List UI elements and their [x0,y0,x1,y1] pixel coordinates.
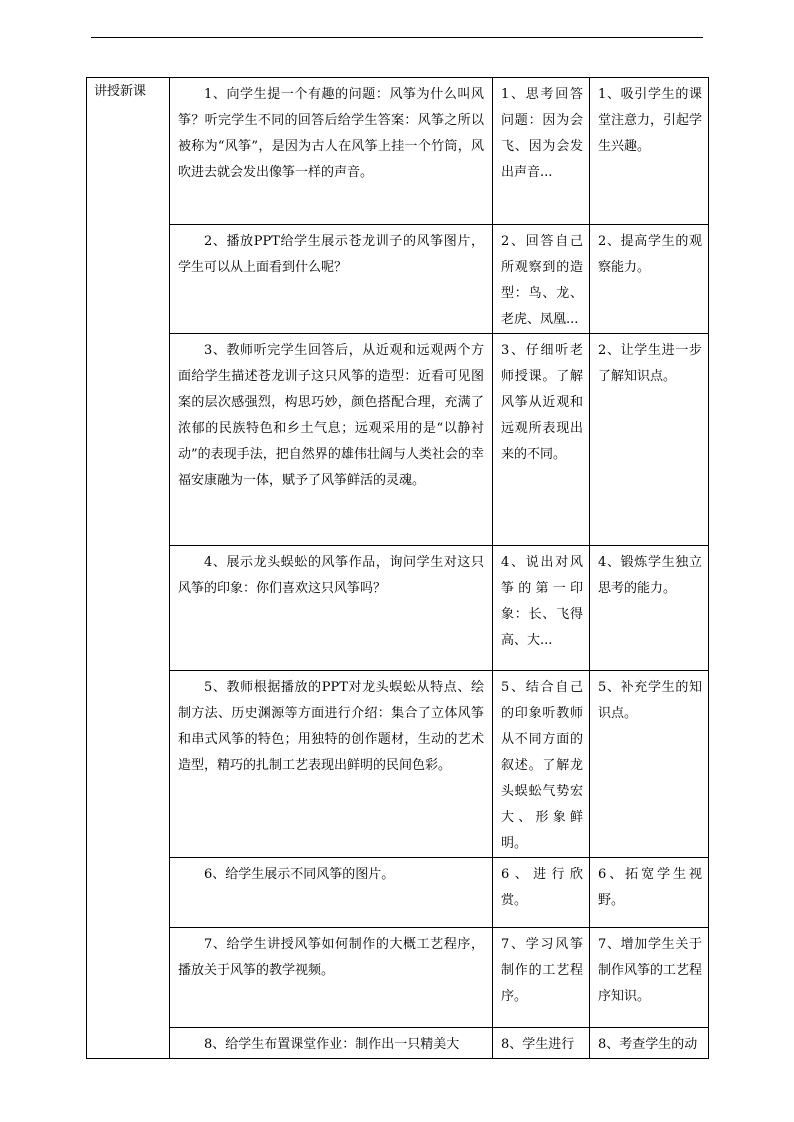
teacher-activity-cell [170,858,493,928]
teacher-activity: 1、向学生提一个有趣的问题：风筝为什么叫风筝？听完学生不同的回答后给学生答案：风筝之所以被称为“风筝”，是因为古人在风筝上挂一个竹筒，风吹进去就会发出像筝一样的声音。 [178,87,484,180]
teacher-activity: 3、教师听完学生回答后，从近观和远观两个方面给学生描述苍龙训子这只风筝的造型：近看可见图案的层次感强烈，构思巧妙，颜色搭配合理，充满了浓郁的民族特色和乡土气息；远观采用的是“以静衬动”的表现手法，把自然界的雄伟壮阔与人类社会的幸福安康融为一体，赋予了风筝鲜活的灵魂。 [178,343,484,488]
teacher-activity: 6、给学生展示不同风筝的图片。 [204,867,395,882]
table-row [87,858,709,928]
student-activity-cell [493,928,590,1028]
student-activity: 2、回答自己所观察到的造型：鸟、龙、老虎、凤凰... [501,234,583,327]
table-row [87,1028,709,1059]
section-label: 讲授新课 [94,84,147,99]
student-activity-cell [493,334,590,546]
design-purpose: 6、拓宽学生视野。 [598,867,702,908]
lesson-plan-table [86,77,709,1059]
design-purpose-cell [590,1028,709,1059]
design-purpose: 5、补充学生的知识点。 [598,680,702,721]
table-row [87,225,709,334]
design-purpose: 4、锻炼学生独立思考的能力。 [598,555,702,596]
design-purpose-cell [590,334,709,546]
student-activity: 7、学习风筝制作的工艺程序。 [501,937,583,1004]
student-activity-cell [493,78,590,225]
table-row [87,334,709,546]
student-activity-cell [493,546,590,671]
teacher-activity-cell [170,78,493,225]
table-row [87,78,709,225]
student-activity: 8、学生进行 [501,1037,575,1052]
teacher-activity: 2、播放PPT给学生展示苍龙训子的风筝图片，学生可以从上面看到什么呢？ [178,234,484,275]
student-activity-cell [493,858,590,928]
design-purpose: 7、增加学生关于制作风筝的工艺程序知识。 [598,937,703,1004]
student-activity-cell [493,1028,590,1059]
design-purpose-cell [590,546,709,671]
teacher-activity-cell [170,546,493,671]
design-purpose-cell [590,858,709,928]
teacher-activity: 7、给学生讲授风筝如何制作的大概工艺程序，播放关于风筝的教学视频。 [178,937,484,978]
design-purpose: 1、吸引学生的课堂注意力，引起学生兴趣。 [598,87,703,154]
student-activity: 4、说出对风筝的第一印象：长、飞得高、大... [501,555,583,648]
table-row [87,928,709,1028]
teacher-activity-cell [170,928,493,1028]
student-activity-cell [493,671,590,858]
student-activity: 5、结合自己的印象听教师从不同方面的叙述。了解龙头蜈蚣气势宏大、形象鲜明。 [501,680,583,851]
design-purpose: 8、考查学生的动 [598,1037,698,1052]
teacher-activity: 8、给学生布置课堂作业：制作出一只精美大 [204,1037,460,1052]
design-purpose: 2、让学生进一步了解知识点。 [598,343,702,384]
student-activity: 1、思考回答问题：因为会飞、因为会发出声音... [501,87,583,180]
design-purpose: 2、提高学生的观察能力。 [598,234,702,275]
teacher-activity: 5、教师根据播放的PPT对龙头蜈蚣从特点、绘制方法、历史渊源等方面进行介绍：集合了立体风筝和串式风筝的特色；用独特的创作题材，生动的艺术造型，精巧的扎制工艺表现出鲜明的民间色彩。 [178,680,484,773]
design-purpose-cell [590,225,709,334]
student-activity: 3、仔细听老师授课。了解风筝从近观和远观所表现出来的不同。 [501,343,583,462]
design-purpose-cell [590,928,709,1028]
teacher-activity-cell [170,671,493,858]
teacher-activity-cell [170,334,493,546]
section-label-cell [87,78,170,1059]
table-row [87,546,709,671]
header-rule [91,37,703,38]
teacher-activity-cell [170,225,493,334]
design-purpose-cell [590,671,709,858]
design-purpose-cell [590,78,709,225]
student-activity-cell [493,225,590,334]
table-row [87,671,709,858]
teacher-activity-cell [170,1028,493,1059]
teacher-activity: 4、展示龙头蜈蚣的风筝作品，询问学生对这只风筝的印象：你们喜欢这只风筝吗？ [178,555,484,596]
student-activity: 6、进行欣赏。 [501,867,583,908]
